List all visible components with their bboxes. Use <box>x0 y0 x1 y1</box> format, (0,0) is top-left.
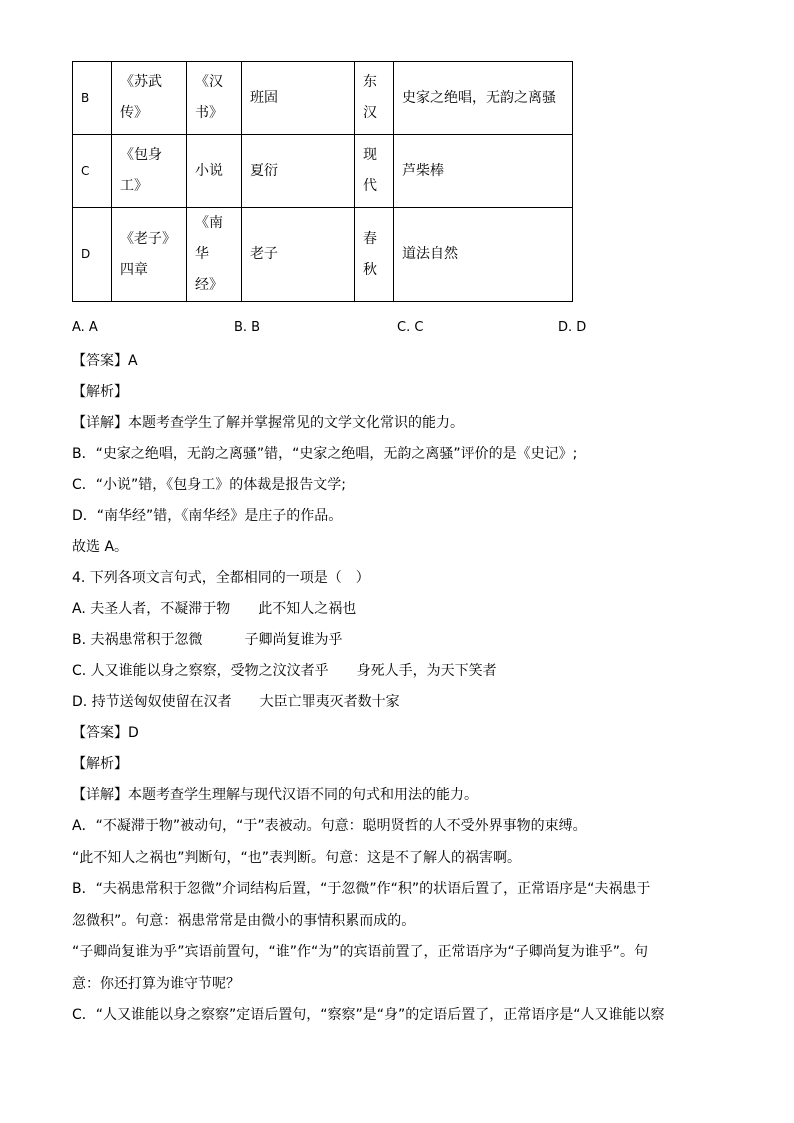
option-a: A. A <box>72 320 98 335</box>
option-d: D. D <box>558 320 587 335</box>
author-cell: 班固 <box>242 62 355 135</box>
table-row <box>73 208 573 302</box>
detail-line: A．“不凝滞于物”被动句，“于”表被动。句意：聪明贤哲的人不受外界事物的束缚。 <box>72 818 587 834</box>
detail-line: B．“夫祸患常积于忽微”介词结构后置，“于忽微”作“积”的状语后置了，正常语序是“夫祸患于 <box>72 881 651 897</box>
analysis-label: 【解析】 <box>72 384 128 400</box>
question-option: C. 人又谁能以身之察察，受物之汶汶者乎 身死人手，为天下笑者 <box>72 663 497 679</box>
source-cell: 小说 <box>187 135 242 208</box>
author-cell: 老子 <box>242 208 355 302</box>
question-option: D. 持节送匈奴使留在汉者 大臣亡罪夷灭者数十家 <box>72 694 400 710</box>
detail-line: D．“南华经”错，《南华经》是庄子的作品。 <box>72 508 343 524</box>
option-cell: C <box>73 135 112 208</box>
table-row <box>73 135 573 208</box>
work-cell: 《包身 工》 <box>112 135 187 208</box>
literature-table <box>72 61 573 302</box>
option-b: B. B <box>234 320 261 335</box>
note-cell: 道法自然 <box>394 208 573 302</box>
detail-line: C．“人又谁能以身之察察”定语后置句，“察察”是“身”的定语后置了，正常语序是“人又谁能以察 <box>72 1007 665 1023</box>
author-cell: 夏衍 <box>242 135 355 208</box>
detail-line: 忽微积”。句意：祸患常常是由微小的事情积累而成的。 <box>72 913 416 929</box>
conclusion-line: 故选 A。 <box>72 539 129 555</box>
answer-label: 【答案】A <box>72 353 138 369</box>
detail-line: “子卿尚复谁为乎”宾语前置句，“谁”作“为”的宾语前置了，正常语序为“子卿尚复为谁乎”。句 <box>72 944 649 960</box>
source-cell: 《南华 经》 <box>187 208 242 302</box>
detail-line: “此不知人之祸也”判断句，“也”表判断。句意：这是不了解人的祸害啊。 <box>72 850 522 866</box>
era-cell: 春 秋 <box>355 208 394 302</box>
question-option: B. 夫祸患常积于忽微 子卿尚复谁为乎 <box>72 632 343 648</box>
question-stem: 4. 下列各项文言句式，全都相同的一项是（ ） <box>72 570 370 586</box>
question-option: A. 夫圣人者，不凝滞于物 此不知人之祸也 <box>72 601 357 617</box>
source-cell: 《汉 书》 <box>187 62 242 135</box>
note-cell: 史家之绝唱，无韵之离骚 <box>394 62 573 135</box>
option-cell: B <box>73 62 112 135</box>
work-cell: 《苏武 传》 <box>112 62 187 135</box>
detail-line: 【详解】本题考查学生理解与现代汉语不同的句式和用法的能力。 <box>72 787 478 803</box>
detail-line: B．“史家之绝唱，无韵之离骚”错，“史家之绝唱，无韵之离骚”评价的是《史记》; <box>72 446 578 462</box>
era-cell: 现 代 <box>355 135 394 208</box>
era-cell: 东 汉 <box>355 62 394 135</box>
option-c: C. C <box>397 320 424 335</box>
detail-line: C．“小说”错，《包身工》的体裁是报告文学; <box>72 477 346 493</box>
table-row <box>73 62 573 135</box>
detail-line: 【详解】本题考查学生了解并掌握常见的文学文化常识的能力。 <box>72 415 464 431</box>
note-cell: 芦柴棒 <box>394 135 573 208</box>
option-cell: D <box>73 208 112 302</box>
answer-label: 【答案】D <box>72 725 139 741</box>
detail-line: 意：你还打算为谁守节呢？ <box>72 976 240 992</box>
work-cell: 《老子》 四章 <box>112 208 187 302</box>
analysis-label: 【解析】 <box>72 756 128 772</box>
